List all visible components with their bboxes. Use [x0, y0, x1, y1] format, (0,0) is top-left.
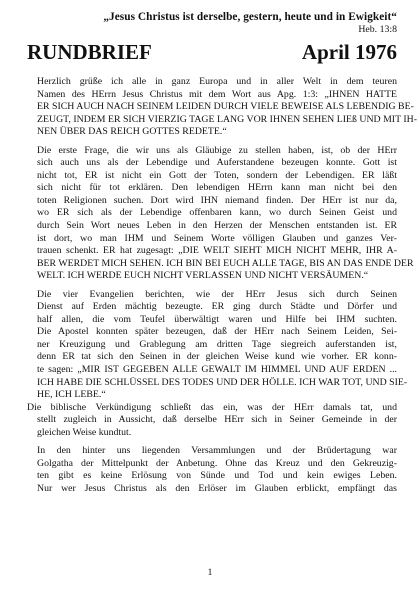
text-line: NEN ÜBER DAS REICH GOTTES REDETE.“: [37, 126, 227, 138]
newsletter-title: RUNDBRIEF: [27, 40, 152, 64]
text-line: Namen des HErrn Jesus Christus mit dem Wort aus Apg. 1:3: „IHNEN HATTE: [37, 88, 397, 100]
text-line: BER WERDET MICH SEHEN. ICH BIN BEI EUCH ALLE TAGE, BIS AN DAS ENDE DER: [37, 257, 414, 269]
paragraph-2: [27, 144, 414, 283]
text-line: Dienst auf Erden mächtig bezeugte. ER ging durch Städte und Dörfer und: [37, 301, 397, 313]
text-line: denn ER tat sich den Seinen in der gleichen Weise kund wie vorher. ER konn-: [37, 351, 397, 363]
paragraph-1: [27, 76, 417, 139]
text-line: ner Kreuzigung und Grablegung am dritten Tage siegreich auferstanden ist,: [37, 338, 397, 350]
text-line: te sagen: „MIR IST GEGEBEN ALLE GEWALT IM HIMMEL UND AUF ERDEN ...: [37, 364, 397, 376]
letter-body: [27, 76, 417, 496]
text-line: HE, ICH LEBE.“: [37, 389, 106, 401]
masthead: [27, 39, 397, 65]
page-number: 1: [207, 567, 213, 578]
text-line: WELT. ICH WERDE EUCH NICHT VERLASSEN UND NICHT VERSÄUMEN.“: [37, 270, 369, 282]
newsletter-date: April 1976: [301, 40, 397, 64]
text-line: durch Sein Wort neues Leben in den Herzen der Menschen entstanden ist. ER: [37, 220, 397, 232]
text-line: ZEUGT, INDEM ER SICH VIERZIG TAGE LANG VOR IHNEN SEHEN LIEß UND MIT IH-: [37, 113, 417, 125]
text-line: trauen schenkt. ER hat zugesagt: „DIE WELT SIEHT MICH NICHT MEHR, IHR A-: [37, 245, 397, 257]
paragraph-3: [27, 288, 408, 440]
text-line: Herzlich grüße ich alle in ganz Europa und in aller Welt in dem teuren: [37, 76, 397, 87]
text-line: stellt zugleich in Aussicht, daß derselbe HErr sich in Seiner Gemeinde in der: [37, 414, 397, 426]
text-line: wo ER sich als der Lebendige offenbaren kann, wo durch Seinen Geist und: [37, 207, 397, 219]
text-line: Nur wer Jesus Christus als den Erlöser im Glauben erblickt, empfängt das: [37, 482, 397, 494]
text-line: Golgatha der Mittelpunkt der Anbetung. Ohne das Kreuz und den Gekreuzig-: [37, 457, 397, 469]
text-line: sich auch uns als der Lebendige und Auferstandene bezeugen konnte. Gott ist: [37, 157, 397, 169]
text-line: In den hinter uns liegenden Versammlungen und der Brüdertagung war: [37, 445, 397, 457]
text-line: toten Religionen suchen. Dort wird IHN niemand finden. Der HErr ist nur da,: [37, 194, 397, 206]
bible-reference: Heb. 13:8: [358, 24, 397, 35]
text-line: ICH HABE DIE SCHLÜSSEL DES TODES UND DER HÖLLE. ICH WAR TOT, UND SIE-: [37, 376, 408, 388]
text-line: Die erste Frage, die wir uns als Gläubige zu stellen haben, ist, ob der HErr: [37, 144, 397, 156]
text-line: nicht tot, ER ist nicht ein Gott der Toten, sondern der Lebendigen. ER läßt: [37, 169, 397, 181]
text-line: half allen, die vom Teufel überwältigt waren und Hilfe bei IHM suchten.: [37, 313, 397, 325]
text-line: sich nicht für tot erklären. Den lebendigen HErrn kann man nicht bei den: [37, 182, 397, 194]
text-line: gleichen Weise kundtut.: [37, 426, 132, 438]
paragraph-4: [27, 445, 397, 495]
text-line: ten gibt es keine Erlösung von Sünde und Tod und kein ewiges Leben.: [37, 470, 397, 482]
text-line: Die Apostel konnten später bezeugen, daß der HErr nach Seinem Leiden, Sei-: [37, 326, 397, 338]
header-motto: „Jesus Christus ist derselbe, gestern, heute und in Ewigkeit“: [103, 11, 397, 23]
text-line: ER SICH AUCH NACH SEINEM LEIDEN DURCH VIELE BEWEISE ALS LEBENDIG BE-: [37, 101, 414, 113]
text-line: Die vier Evangelien berichten, wie der HErr Jesus sich durch Seinen: [37, 288, 397, 300]
text-line: ist dort, wo man IHM und Seinem Worte völligen Glauben und ganzes Ver-: [37, 232, 397, 244]
text-line: Die biblische Verkündigung schließt das ein, was der HErr damals tat, und: [27, 401, 397, 413]
